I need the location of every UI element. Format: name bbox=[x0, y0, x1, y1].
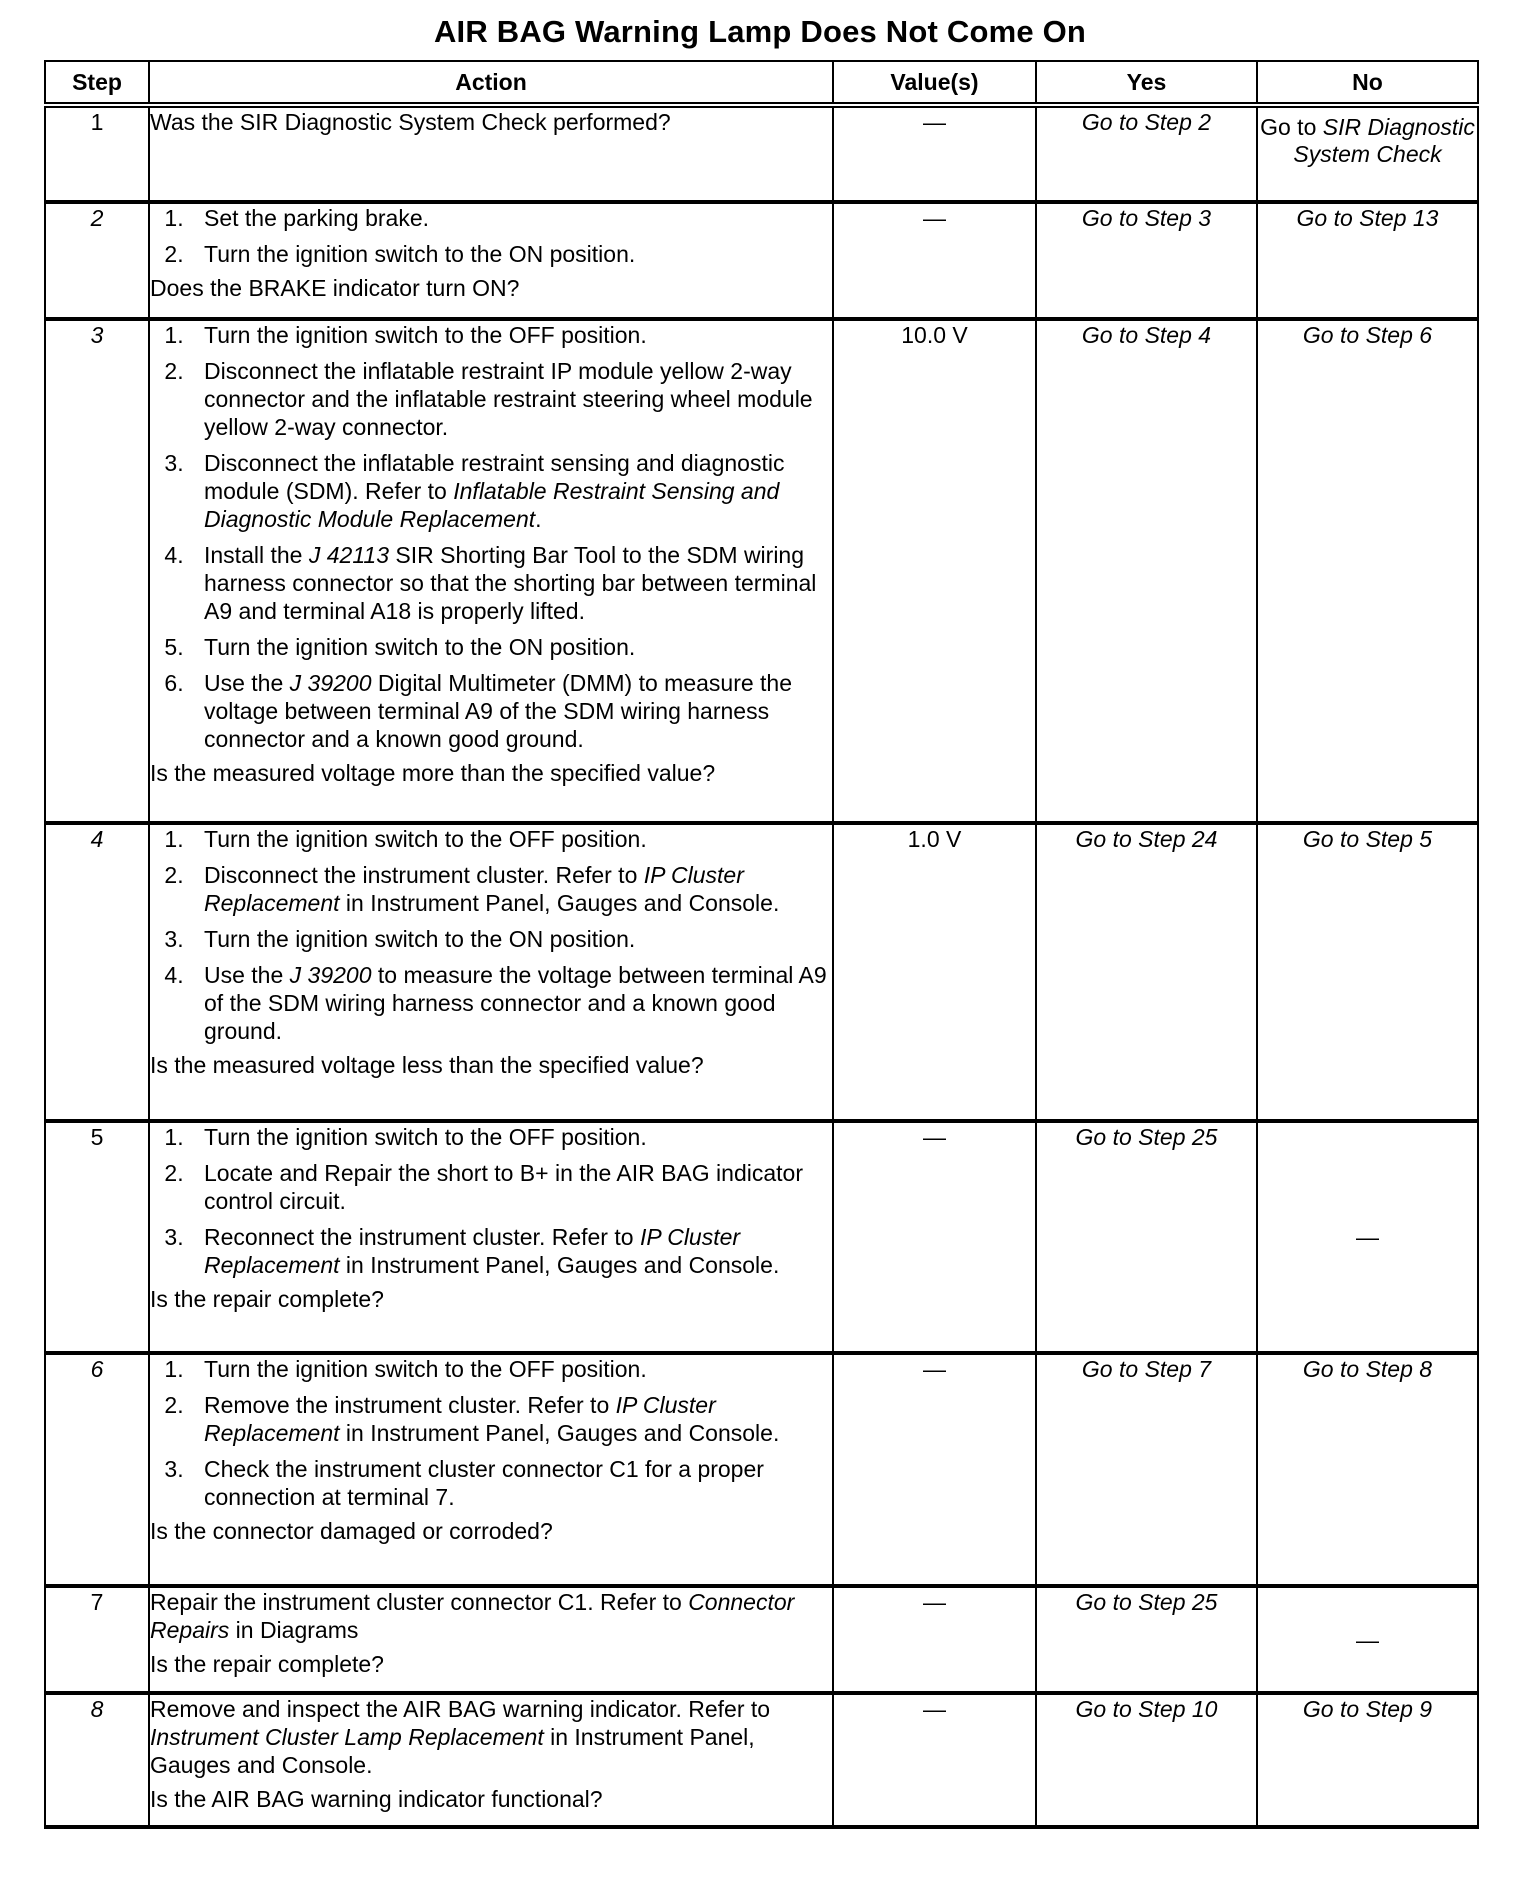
table-row bbox=[45, 1693, 1478, 1827]
substep: 2. Turn the ignition switch to the ON position. bbox=[190, 240, 832, 268]
substep bbox=[190, 1223, 832, 1279]
table-row bbox=[45, 1121, 1478, 1353]
question-text: Is the connector damaged or corroded? bbox=[150, 1518, 553, 1544]
substep: 2. Locate and Repair the short to B+ in the AIR BAG indicator control circuit. bbox=[190, 1159, 832, 1215]
substep bbox=[190, 961, 832, 1045]
substep-link: IP Cluster Replacement bbox=[204, 1392, 716, 1446]
action-cell bbox=[149, 105, 833, 202]
substep-link: IP Cluster Replacement bbox=[204, 1224, 741, 1278]
question-text: Is the repair complete? bbox=[150, 1651, 384, 1677]
substep-text: SIR Shorting Bar Tool to the SDM wiring harness connector so that the shorting bar between terminal A9 and terminal A18 is properly lifted. bbox=[204, 542, 817, 624]
action-text-part: in Instrument Panel, Gauges and Console. bbox=[150, 1724, 755, 1778]
substep bbox=[190, 449, 832, 533]
substep-list bbox=[150, 1123, 832, 1279]
substep-list bbox=[150, 321, 832, 753]
action-text-part: Repair the instrument cluster connector C1. Refer to bbox=[150, 1589, 689, 1615]
step-number: 4 bbox=[45, 823, 149, 1121]
step-number: 3 bbox=[45, 319, 149, 823]
value-cell: 10.0 V bbox=[833, 319, 1036, 823]
substep: 2. Disconnect the inflatable restraint IP module yellow 2-way connector and the inflatable restraint steering wheel module yellow 2-way connector. bbox=[190, 357, 832, 441]
tool-number: J 42113 bbox=[308, 542, 389, 568]
value-cell: — bbox=[833, 202, 1036, 319]
action-text: Was the SIR Diagnostic System Check performed? bbox=[150, 109, 671, 135]
yes-cell: Go to Step 7 bbox=[1036, 1353, 1257, 1586]
substep-text: Digital Multimeter (DMM) to measure the voltage between terminal A9 of the SDM wiring harness connector and a known good ground. bbox=[204, 670, 793, 752]
action-text bbox=[150, 1695, 832, 1779]
action-cell bbox=[149, 1353, 833, 1586]
yes-cell: Go to Step 3 bbox=[1036, 202, 1257, 319]
question-text: Is the repair complete? bbox=[150, 1286, 384, 1312]
question-text: Is the measured voltage more than the specified value? bbox=[150, 760, 716, 786]
table-row bbox=[45, 823, 1478, 1121]
yes-cell: Go to Step 2 bbox=[1036, 105, 1257, 202]
no-cell: — bbox=[1257, 1586, 1478, 1693]
substep-link: Inflatable Restraint Sensing and Diagnostic Module Replacement bbox=[204, 478, 780, 532]
substep bbox=[190, 861, 832, 917]
substep-list bbox=[150, 1355, 832, 1511]
tool-number: J 39200 bbox=[289, 670, 372, 696]
substep: 3. Turn the ignition switch to the ON position. bbox=[190, 925, 832, 953]
substep: 1. Turn the ignition switch to the OFF position. bbox=[190, 321, 832, 349]
question-text: Is the AIR BAG warning indicator functional? bbox=[150, 1786, 603, 1812]
table-row bbox=[45, 1353, 1478, 1586]
substep bbox=[190, 541, 832, 625]
substep: 1. Turn the ignition switch to the OFF position. bbox=[190, 1123, 832, 1151]
tool-number: J 39200 bbox=[289, 962, 372, 988]
no-cell: Go to Step 13 bbox=[1257, 202, 1478, 319]
step-number: 8 bbox=[45, 1693, 149, 1827]
table-row bbox=[45, 319, 1478, 823]
step-number: 2 bbox=[45, 202, 149, 319]
action-text-part: Remove and inspect the AIR BAG warning indicator. Refer to bbox=[150, 1696, 771, 1722]
action-link: Connector Repairs bbox=[150, 1589, 795, 1643]
no-cell: Go to Step 5 bbox=[1257, 823, 1478, 1121]
value-cell: — bbox=[833, 1586, 1036, 1693]
action-cell bbox=[149, 319, 833, 823]
action-cell bbox=[149, 823, 833, 1121]
yes-cell: Go to Step 4 bbox=[1036, 319, 1257, 823]
step-number: 1 bbox=[45, 105, 149, 202]
substep: 3. Check the instrument cluster connector C1 for a proper connection at terminal 7. bbox=[190, 1455, 832, 1511]
action-text bbox=[150, 1588, 832, 1644]
substep: 5. Turn the ignition switch to the ON position. bbox=[190, 633, 832, 661]
step-number: 6 bbox=[45, 1353, 149, 1586]
substep-text: Use the bbox=[204, 962, 290, 988]
no-cell: Go to Step 8 bbox=[1257, 1353, 1478, 1586]
table-row bbox=[45, 202, 1478, 319]
no-cell: — bbox=[1257, 1121, 1478, 1353]
action-link: Instrument Cluster Lamp Replacement bbox=[150, 1724, 544, 1750]
substep-text: Reconnect the instrument cluster. Refer to bbox=[204, 1224, 640, 1250]
substep-text: Remove the instrument cluster. Refer to bbox=[204, 1392, 616, 1418]
value-cell: — bbox=[833, 1121, 1036, 1353]
question-text: Does the BRAKE indicator turn ON? bbox=[150, 275, 520, 301]
value-cell: 1.0 V bbox=[833, 823, 1036, 1121]
yes-cell: Go to Step 24 bbox=[1036, 823, 1257, 1121]
substep-list bbox=[150, 825, 832, 1045]
action-cell bbox=[149, 1121, 833, 1353]
substep-text: . bbox=[535, 506, 542, 532]
no-cell bbox=[1257, 105, 1478, 202]
substep-text: in Instrument Panel, Gauges and Console. bbox=[339, 1252, 780, 1278]
substep-text: to measure the voltage between terminal A9 of the SDM wiring harness connector and a known good ground. bbox=[204, 962, 827, 1044]
action-cell bbox=[149, 1586, 833, 1693]
no-text: Go to bbox=[1260, 114, 1323, 140]
value-cell: — bbox=[833, 105, 1036, 202]
question-text: Is the measured voltage less than the specified value? bbox=[150, 1052, 704, 1078]
table-row bbox=[45, 1586, 1478, 1693]
substep-text: in Instrument Panel, Gauges and Console. bbox=[339, 890, 780, 916]
substep-list bbox=[150, 204, 832, 268]
substep-text: Use the bbox=[204, 670, 290, 696]
header-yes: Yes bbox=[1036, 61, 1257, 105]
no-cell: Go to Step 6 bbox=[1257, 319, 1478, 823]
diagnostic-table bbox=[44, 60, 1479, 1829]
yes-cell: Go to Step 25 bbox=[1036, 1586, 1257, 1693]
substep-text: in Instrument Panel, Gauges and Console. bbox=[339, 1420, 780, 1446]
page-title: AIR BAG Warning Lamp Does Not Come On bbox=[433, 14, 1087, 49]
yes-cell: Go to Step 25 bbox=[1036, 1121, 1257, 1353]
yes-cell: Go to Step 10 bbox=[1036, 1693, 1257, 1827]
substep-text: Disconnect the inflatable restraint sensing and diagnostic module (SDM). Refer to bbox=[204, 450, 785, 504]
value-cell: — bbox=[833, 1353, 1036, 1586]
action-text-part: in Diagrams bbox=[229, 1617, 359, 1643]
no-link: SIR Diagnostic System Check bbox=[1293, 114, 1475, 167]
header-step: Step bbox=[45, 61, 149, 105]
action-cell bbox=[149, 202, 833, 319]
value-cell: — bbox=[833, 1693, 1036, 1827]
table-row bbox=[45, 105, 1478, 202]
step-number: 5 bbox=[45, 1121, 149, 1353]
step-number: 7 bbox=[45, 1586, 149, 1693]
header-no: No bbox=[1257, 61, 1478, 105]
substep bbox=[190, 1391, 832, 1447]
table-header-row bbox=[45, 61, 1478, 105]
substep: 1. Set the parking brake. bbox=[190, 204, 832, 232]
substep-text: Disconnect the instrument cluster. Refer to bbox=[204, 862, 644, 888]
no-cell: Go to Step 9 bbox=[1257, 1693, 1478, 1827]
substep bbox=[190, 669, 832, 753]
header-action: Action bbox=[149, 61, 833, 105]
substep-text: Install the bbox=[204, 542, 309, 568]
substep: 1. Turn the ignition switch to the OFF position. bbox=[190, 1355, 832, 1383]
header-values: Value(s) bbox=[833, 61, 1036, 105]
action-cell bbox=[149, 1693, 833, 1827]
substep-link: IP Cluster Replacement bbox=[204, 862, 744, 916]
substep: 1. Turn the ignition switch to the OFF position. bbox=[190, 825, 832, 853]
